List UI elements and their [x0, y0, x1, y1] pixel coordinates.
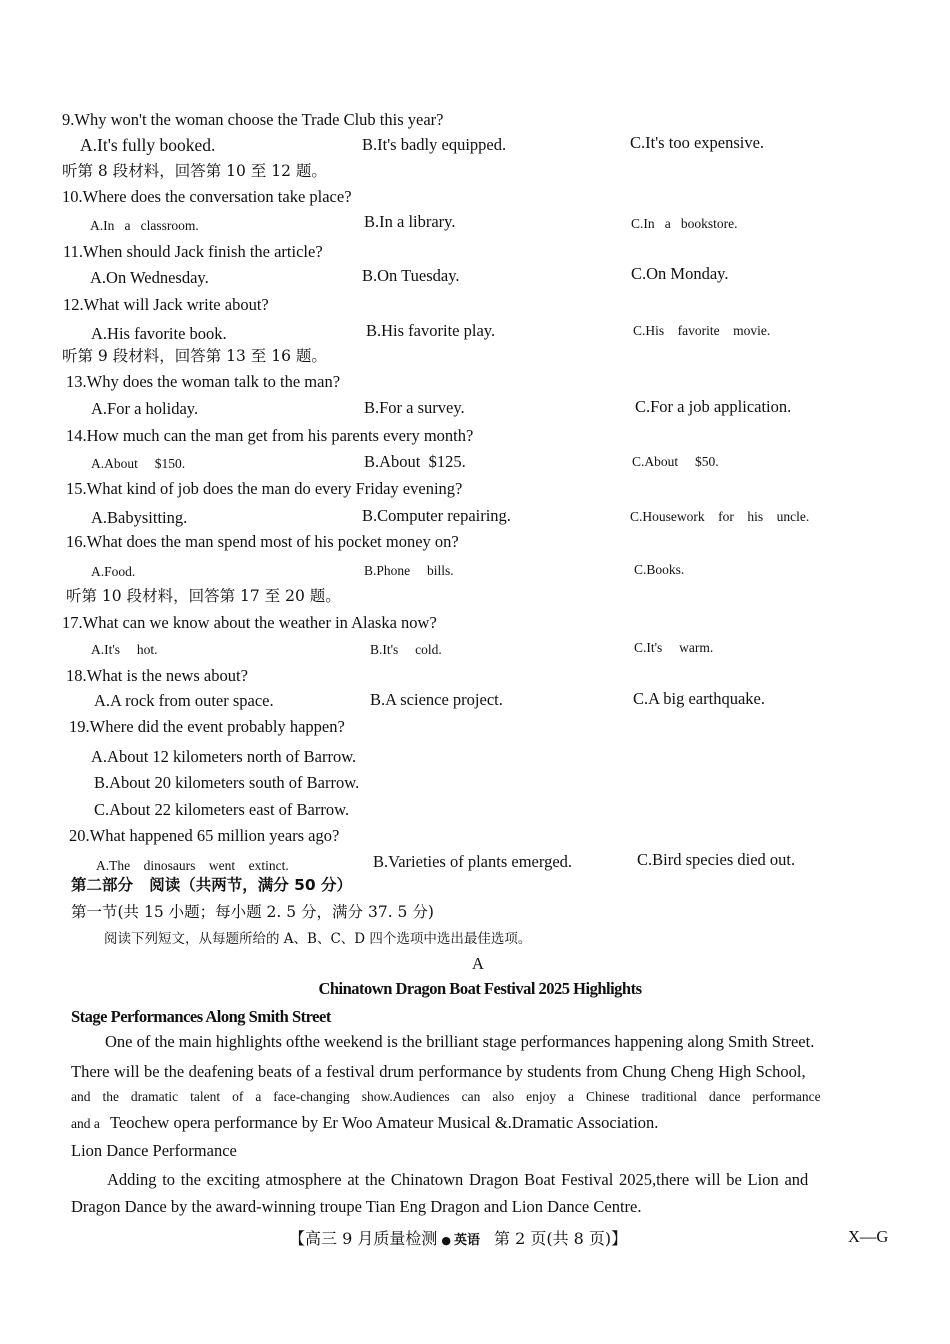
- passage-letter: A: [472, 954, 484, 973]
- question-12: 12.What will Jack write about?: [63, 295, 269, 314]
- q13-option-b: B.For a survey.: [364, 398, 465, 417]
- question-17: 17.What can we know about the weather in Alaska now?: [62, 613, 437, 632]
- q14-option-b: B.About $125.: [364, 452, 466, 471]
- q12-option-a: A.His favorite book.: [91, 324, 227, 343]
- question-18: 18.What is the news about?: [66, 666, 248, 685]
- q18-option-a: A.A rock from outer space.: [94, 691, 274, 710]
- question-15: 15.What kind of job does the man do every Friday evening?: [66, 479, 463, 498]
- paragraph2-line2: Dragon Dance by the award-winning troupe Tian Eng Dragon and Lion Dance Centre.: [71, 1197, 642, 1216]
- instruction-seg9: 听第 9 段材料，回答第 13 至 16 题。: [62, 347, 327, 365]
- q15-option-b: B.Computer repairing.: [362, 506, 511, 525]
- q16-option-c: C.Books.: [634, 562, 685, 577]
- paragraph2-line1: Adding to the exciting atmosphere at the Chinatown Dragon Boat Festival 2025,there will be Lion and: [107, 1170, 809, 1189]
- q13-option-c: C.For a job application.: [635, 397, 792, 416]
- q18-option-b: B.A science project.: [370, 690, 503, 709]
- reading-directions: 阅读下列短文，从每题所给的 A、B、C、D 四个选项中选出最佳选项。: [104, 931, 532, 947]
- q17-option-c: C.It's warm.: [634, 640, 714, 655]
- q14-option-a: A.About $150.: [91, 456, 186, 471]
- q10-option-a: A.In a classroom.: [90, 218, 199, 233]
- question-20: 20.What happened 65 million years ago?: [69, 826, 340, 845]
- footer-page-number: 第 2 页(共 8 页)】: [493, 1229, 628, 1248]
- question-11: 11.When should Jack finish the article?: [63, 242, 323, 261]
- q15-option-a: A.Babysitting.: [91, 508, 188, 527]
- q10-option-c: C.In a bookstore.: [631, 216, 738, 231]
- paragraph1-line4-prefix: and a: [71, 1116, 100, 1131]
- q17-option-a: A.It's hot.: [91, 642, 158, 657]
- paragraph1-line1: One of the main highlights ofthe weekend is the brilliant stage performances happening along Smith Street.: [105, 1032, 815, 1051]
- question-16: 16.What does the man spend most of his pocket money on?: [66, 532, 459, 551]
- q10-option-b: B.In a library.: [364, 212, 456, 231]
- q14-option-c: C.About $50.: [632, 454, 719, 469]
- question-13: 13.Why does the woman talk to the man?: [66, 372, 341, 391]
- q18-option-c: C.A big earthquake.: [633, 689, 765, 708]
- footer-subject: 英语: [453, 1233, 480, 1248]
- paragraph1-line2: There will be the deafening beats of a festival drum performance by students from Chung Cheng High School,: [71, 1062, 806, 1081]
- q12-option-c: C.His favorite movie.: [633, 323, 771, 338]
- instruction-seg8: 听第 8 段材料，回答第 10 至 12 题。: [62, 162, 327, 180]
- part2-heading: 第二部分 阅读（共两节，满分 50 分）: [71, 876, 353, 894]
- question-10: 10.Where does the conversation take place?: [62, 187, 352, 206]
- q17-option-b: B.It's cold.: [370, 642, 442, 657]
- paragraph1-line3: and the dramatic talent of a face-changing show.Audiences can also enjoy a Chinese traditional dance performance: [71, 1089, 821, 1104]
- instruction-seg10: 听第 10 段材料，回答第 17 至 20 题。: [66, 587, 341, 605]
- q19-option-a: A.About 12 kilometers north of Barrow.: [91, 747, 357, 766]
- question-9: 9.Why won't the woman choose the Trade Club this year?: [62, 110, 444, 129]
- subheading-lion-dance: Lion Dance Performance: [71, 1141, 237, 1160]
- q19-option-c: C.About 22 kilometers east of Barrow.: [94, 800, 350, 819]
- q15-option-c: C.Housework for his uncle.: [630, 509, 810, 524]
- subheading-stage-performances: Stage Performances Along Smith Street: [71, 1007, 331, 1026]
- passage-title: Chinatown Dragon Boat Festival 2025 Highlights: [318, 979, 642, 998]
- q9-option-c: C.It's too expensive.: [630, 133, 765, 152]
- q12-option-b: B.His favorite play.: [366, 321, 496, 340]
- footer-page-info: [289, 1231, 627, 1247]
- q20-option-b: B.Varieties of plants emerged.: [373, 852, 573, 871]
- q9-option-b: B.It's badly equipped.: [362, 135, 507, 154]
- q11-option-c: C.On Monday.: [631, 264, 729, 283]
- footer-exam-title: 【高三 9 月质量检测: [289, 1229, 438, 1248]
- footer-dot-icon: ●: [441, 1234, 451, 1247]
- question-14: 14.How much can the man get from his parents every month?: [66, 426, 474, 445]
- q16-option-b: B.Phone bills.: [364, 563, 454, 578]
- q20-option-a: A.The dinosaurs went extinct.: [96, 858, 289, 873]
- q20-option-c: C.Bird species died out.: [637, 850, 796, 869]
- paragraph1-line4: Teochew opera performance by Er Woo Amateur Musical &.Dramatic Association.: [110, 1113, 659, 1132]
- footer-code: X—G: [848, 1227, 889, 1246]
- q16-option-a: A.Food.: [91, 564, 136, 579]
- q11-option-b: B.On Tuesday.: [362, 266, 460, 285]
- q11-option-a: A.On Wednesday.: [90, 268, 209, 287]
- q13-option-a: A.For a holiday.: [91, 399, 199, 418]
- section1-heading: 第一节(共 15 小题；每小题 2. 5 分，满分 37. 5 分): [71, 903, 434, 921]
- question-19: 19.Where did the event probably happen?: [69, 717, 345, 736]
- q19-option-b: B.About 20 kilometers south of Barrow.: [94, 773, 360, 792]
- q9-option-a: A.It's fully booked.: [80, 135, 216, 155]
